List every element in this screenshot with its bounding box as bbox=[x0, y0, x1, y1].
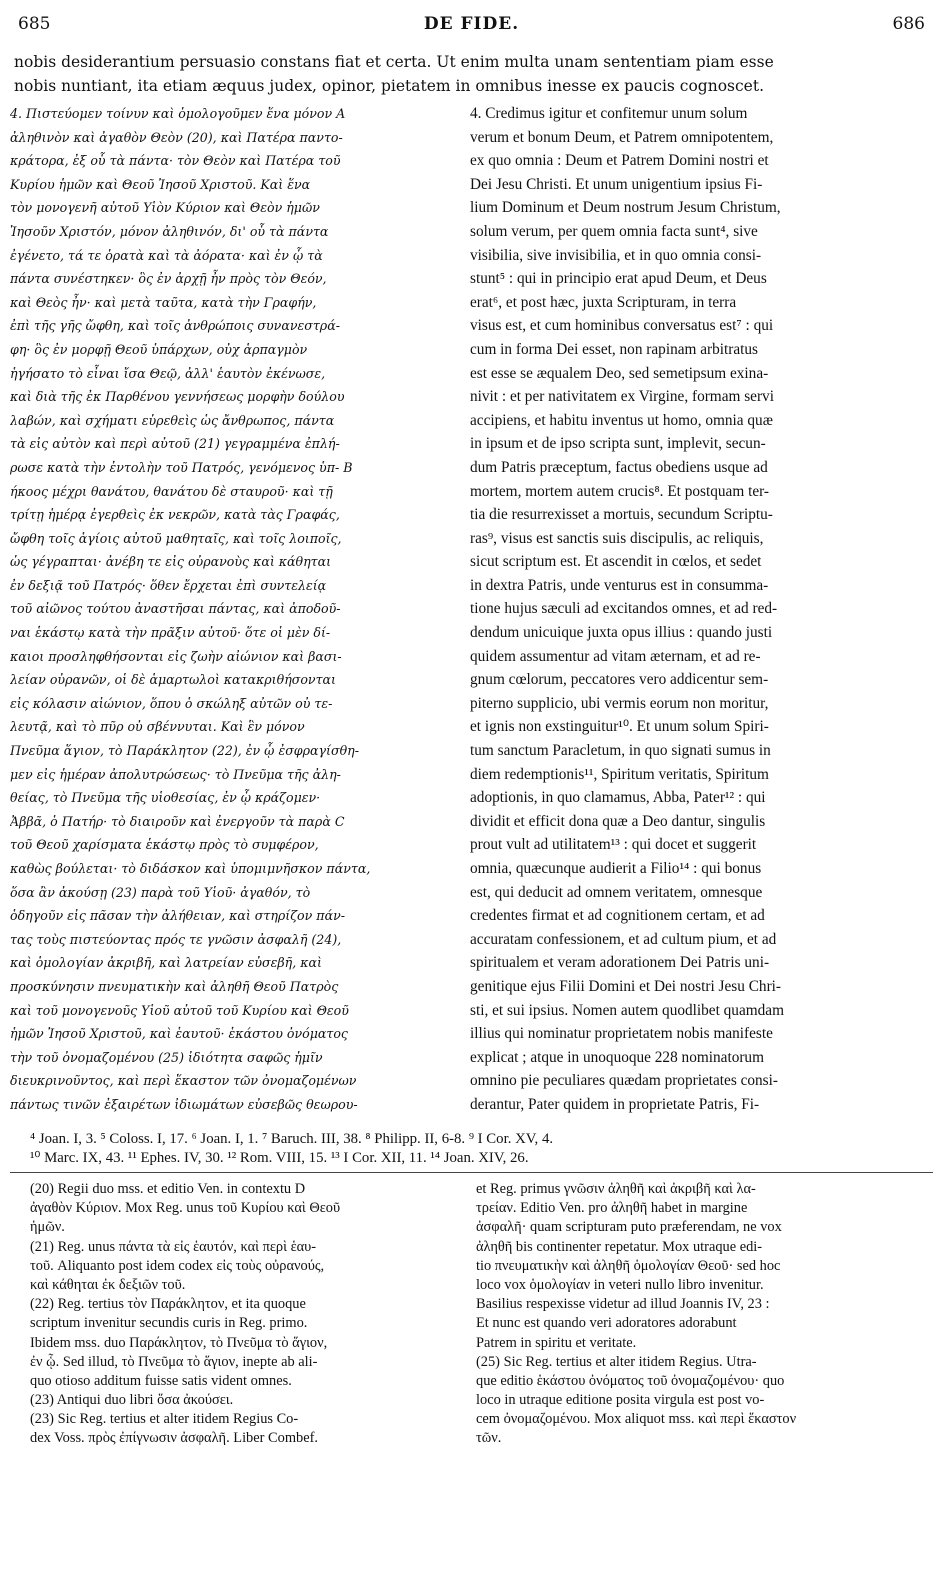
latin-line: gnum cœlorum, peccatores vero addicentur sem- bbox=[470, 671, 769, 689]
greek-line: ἡμῶν Ἰησοῦ Χριστοῦ, καὶ ἑαυτοῦ· ἑκάστου ὀνόματος bbox=[10, 1026, 348, 1042]
latin-line: piterno supplicio, ubi vermis eorum non moritur, bbox=[470, 694, 769, 712]
latin-line: sicut scriptum est. Et ascendit in cœlos, et sedet bbox=[470, 553, 762, 571]
latin-line: ras⁹, visus est sanctis suis discipulis, ac reliquis, bbox=[470, 529, 764, 547]
latin-line: Dei Jesu Christi. Et unum unigentium ipsius Fi- bbox=[470, 175, 763, 193]
note-line: Ibidem mss. duo Παράκλητον, τὸ Πνεῦμα τὸ ἅγιον, bbox=[30, 1334, 328, 1351]
note-line: Et nunc est quando veri adoratores adorabunt bbox=[476, 1315, 737, 1332]
left-page-number: 685 bbox=[18, 14, 51, 34]
latin-line: in dextra Patris, unde venturus est in consumma- bbox=[470, 576, 769, 594]
note-line: (23) Antiqui duo libri ὅσα ἀκούσει. bbox=[30, 1392, 234, 1409]
greek-line: Ἰησοῦν Χριστόν, μόνον ἀληθινόν, δι' οὗ τὰ πάντα bbox=[10, 223, 329, 239]
latin-line: adoptionis, in quo clamamus, Abba, Pater¹² : qui bbox=[470, 789, 766, 807]
note-line: scriptum invenitur secundis curis in Reg. primo. bbox=[30, 1315, 308, 1332]
latin-line: omnino pie peculiares quædam proprietates consi- bbox=[470, 1072, 778, 1090]
latin-line: genitique ejus Filii Domini et Dei nostri Jesu Chri- bbox=[470, 977, 782, 995]
greek-line: τας τοὺς πιστεύοντας πρός τε γνῶσιν ἀσφαλῆ (24), bbox=[10, 931, 342, 947]
notes-right-column bbox=[476, 1180, 923, 1449]
latin-line: est esse se æqualem Deo, sed semetipsum exina- bbox=[470, 364, 769, 382]
note-line: et Reg. primus γνῶσιν ἀληθῆ καὶ ἀκριβῆ καὶ λα- bbox=[476, 1181, 756, 1197]
note-line: Patrem in spiritu et veritate. bbox=[476, 1334, 637, 1351]
intro-paragraph bbox=[14, 52, 929, 97]
greek-line: εἰς κόλασιν αἰώνιον, ὅπου ὁ σκώληξ αὐτῶν οὐ τε- bbox=[10, 695, 333, 711]
note-line: loco vox ὁμολογίαν in veteri nullo libro invenitur. bbox=[476, 1276, 764, 1293]
latin-line: solum verum, per quem omnia facta sunt⁴, sive bbox=[470, 222, 758, 240]
greek-line: ναι ἑκάστῳ κατὰ τὴν πρᾶξιν αὐτοῦ· ὅτε οἱ μὲν δί- bbox=[10, 625, 331, 641]
reference-line: ⁴ Joan. I, 3. ⁵ Coloss. I, 17. ⁶ Joan. I, 1. ⁷ Baruch. III, 38. ⁸ Philipp. II, 6-8. ⁹ I Cor. XV, 4. bbox=[30, 1131, 554, 1147]
latin-line: sti, et sui ipsius. Nomen autem quodlibet quamdam bbox=[470, 1001, 784, 1019]
latin-line: visus est, et cum hominibus conversatus est⁷ : qui bbox=[470, 317, 774, 335]
note-line: que editio ἑκάστου ὀνόματος τοῦ ὀνομαζομένου· quo bbox=[476, 1372, 785, 1389]
greek-line: μεν εἰς ἡμέραν ἀπολυτρώσεως· τὸ Πνεῦμα τῆς ἀλη- bbox=[10, 766, 341, 782]
greek-line: πάντως τινῶν ἐξαιρέτων ἰδιωμάτων εὐσεβῶς θεωρου- bbox=[10, 1096, 358, 1112]
footnote-divider bbox=[10, 1172, 933, 1173]
greek-line: κράτορα, ἐξ οὗ τὰ πάντα· τὸν Θεὸν καὶ Πατέρα τοῦ bbox=[10, 153, 341, 169]
note-line: τῶν. bbox=[476, 1430, 502, 1447]
greek-column bbox=[10, 102, 458, 1117]
note-line: ἀσφαλῆ· quam scripturam puto præferendam, ne vox bbox=[476, 1219, 782, 1236]
latin-line: mortem, mortem autem crucis⁸. Et postquam ter- bbox=[470, 482, 769, 500]
note-line: ἀγαθὸν Κύριον. Mox Reg. unus τοῦ Κυρίου καὶ Θεοῦ bbox=[30, 1200, 341, 1217]
note-line: καὶ κάθηται ἐκ δεξιῶν τοῦ. bbox=[30, 1276, 186, 1293]
greek-line: καιοι προσληφθήσονται εἰς ζωὴν αἰώνιον καὶ βασι- bbox=[10, 648, 342, 664]
note-line: (21) Reg. unus πάντα τὰ εἰς ἑαυτόν, καὶ περὶ ἑαυ- bbox=[30, 1238, 317, 1255]
greek-line: καὶ διὰ τῆς ἐκ Παρθένου γεννήσεως μορφὴν δούλου bbox=[10, 389, 345, 405]
notes-left-column bbox=[30, 1180, 462, 1449]
note-line: (20) Regii duo mss. et editio Ven. in contextu D bbox=[30, 1181, 306, 1197]
latin-line: nivit : et per nativitatem ex Virgine, formam servi bbox=[470, 388, 774, 406]
greek-line: 4. Πιστεύομεν τοίνυν καὶ ὁμολογοῦμεν ἕνα μόνον A bbox=[10, 106, 346, 121]
greek-line: τὴν τοῦ ὀνομαζομένου (25) ἰδιότητα σαφῶς ἡμῖν bbox=[10, 1049, 323, 1065]
greek-line: καθὼς βούλεται· τὸ διδάσκον καὶ ὑπομιμνῆσκον πάντα, bbox=[10, 861, 371, 876]
latin-line: ex quo omnia : Deum et Patrem Domini nostri et bbox=[470, 152, 769, 170]
latin-line: est, qui deducit ad omnem veritatem, omnesque bbox=[470, 883, 763, 901]
greek-line: καὶ τοῦ μονογενοῦς Υἱοῦ αὐτοῦ τοῦ Κυρίου καὶ Θεοῦ bbox=[10, 1002, 349, 1018]
note-line: tio πνευματικὴν καὶ ἀληθῆ ὁμολογίαν Θεοῦ· sed hoc bbox=[476, 1257, 781, 1274]
latin-line: stunt⁵ : qui in principio erat apud Deum, et Deus bbox=[470, 270, 767, 288]
latin-line: accipiens, et habitu inventus ut homo, omnia quæ bbox=[470, 411, 773, 429]
note-line: dex Voss. πρὸς ἐπίγνωσιν ἀσφαλῆ. Liber Combef. bbox=[30, 1430, 318, 1447]
greek-line: ἐν δεξιᾷ τοῦ Πατρός· ὅθεν ἔρχεται ἐπὶ συντελείᾳ bbox=[10, 577, 327, 593]
latin-line: visibilia, sive invisibilia, et in quo omnia consi- bbox=[470, 246, 762, 264]
latin-line: spiritualem et veram adorationem Dei Patris uni- bbox=[470, 954, 770, 972]
right-page-number: 686 bbox=[892, 14, 925, 34]
note-line: ἀληθῆ bis continenter repetatur. Mox utraque edi- bbox=[476, 1238, 763, 1255]
greek-line: τὸν μονογενῆ αὐτοῦ Υἱὸν Κύριον καὶ Θεὸν ἡμῶν bbox=[10, 200, 320, 216]
greek-line: ἡγήσατο τὸ εἶναι ἴσα Θεῷ, ἀλλ' ἑαυτὸν ἐκένωσε, bbox=[10, 365, 326, 381]
latin-line: dendum unicuique juxta opus illius : quando justi bbox=[470, 624, 773, 642]
greek-line: Πνεῦμα ἅγιον, τὸ Παράκλητον (22), ἐν ᾧ ἐσφραγίσθη- bbox=[10, 743, 359, 759]
note-line: ἡμῶν. bbox=[30, 1219, 65, 1236]
running-title: DE FIDE. bbox=[423, 14, 520, 34]
latin-line: prout vult ad utilitatem¹³ : qui docet et suggerit bbox=[470, 836, 757, 854]
greek-line: φη· ὃς ἐν μορφῇ Θεοῦ ὑπάρχων, οὐχ ἁρπαγμὸν bbox=[10, 341, 308, 357]
note-line: (22) Reg. tertius τὸν Παράκλητον, et ita quoque bbox=[30, 1296, 306, 1313]
greek-line: τὰ εἰς αὐτὸν καὶ περὶ αὐτοῦ (21) γεγραμμένα ἐπλή- bbox=[10, 436, 340, 452]
greek-line: τρίτῃ ἡμέρᾳ ἐγερθεὶς ἐκ νεκρῶν, κατὰ τὰς Γραφάς, bbox=[10, 507, 340, 523]
greek-line: καὶ Θεὸς ἦν· καὶ μετὰ ταῦτα, κατὰ τὴν Γραφήν, bbox=[10, 294, 317, 310]
note-line: (25) Sic Reg. tertius et alter itidem Regius. Utra- bbox=[476, 1353, 757, 1370]
greek-line: Κυρίου ἡμῶν καὶ Θεοῦ Ἰησοῦ Χριστοῦ. Καὶ ἕνα bbox=[10, 176, 311, 192]
greek-line: ὁδηγοῦν εἰς πᾶσαν τὴν ἀλήθειαν, καὶ στηρίζον πάν- bbox=[10, 908, 345, 924]
greek-line: ήκοος μέχρι θανάτου, θανάτου δὲ σταυροῦ· καὶ τῇ bbox=[10, 483, 333, 499]
intro-line: nobis desiderantium persuasio constans fiat et certa. Ut enim multa unam sententiam piam esse bbox=[14, 53, 774, 71]
greek-line: τοῦ Θεοῦ χαρίσματα ἑκάστῳ πρὸς τὸ συμφέρον, bbox=[10, 837, 319, 853]
greek-line: ὤφθη τοῖς ἁγίοις αὐτοῦ μαθηταῖς, καὶ τοῖς λοιποῖς, bbox=[10, 530, 342, 546]
greek-line: τοῦ αἰῶνος τούτου ἀναστῆσαι πάντας, καὶ ἀποδοῦ- bbox=[10, 601, 341, 617]
greek-line: ρωσε κατὰ τὴν ἐντολὴν τοῦ Πατρός, γενόμενος ὑπ- B bbox=[10, 459, 353, 475]
intro-line: nobis nuntiant, ita etiam æquus judex, opinor, pietatem in omnibus inesse ex paucis cognoscet. bbox=[14, 76, 765, 95]
latin-line: tia die resurrexisset a mortuis, secundum Scriptu- bbox=[470, 506, 773, 524]
greek-line: πάντα συνέστηκεν· ὃς ἐν ἀρχῇ ἦν πρὸς τὸν Θεόν, bbox=[10, 271, 327, 287]
latin-line: et ignis non exstinguitur¹⁰. Et unum solum Spiri- bbox=[470, 718, 769, 736]
latin-line: quidem assumentur ad vitam æternam, et ad re- bbox=[470, 647, 761, 665]
greek-line: ἐγένετο, τά τε ὁρατὰ καὶ τὰ ἀόρατα· καὶ ἐν ᾧ τὰ bbox=[10, 247, 323, 263]
note-line: loco in utraque editione posita virgula est post vo- bbox=[476, 1392, 765, 1409]
greek-line: ὅσα ἂν ἀκούσῃ (23) παρὰ τοῦ Υἱοῦ· ἀγαθόν, τὸ bbox=[10, 884, 311, 900]
latin-line: derantur, Pater quidem in proprietate Patris, Fi- bbox=[470, 1095, 760, 1113]
latin-line: verum et bonum Deum, et Patrem omnipotentem, bbox=[470, 128, 774, 146]
note-line: ἐν ᾧ. Sed illud, τὸ Πνεῦμα τὸ ἅγιον, inepte ab ali- bbox=[30, 1353, 318, 1370]
latin-line: omnia, quæcunque audierit a Filio¹⁴ : qui bonus bbox=[470, 860, 762, 877]
latin-line: illius qui nominatur proprietatem nobis manifeste bbox=[470, 1025, 773, 1043]
reference-line: ¹⁰ Marc. IX, 43. ¹¹ Ephes. IV, 30. ¹² Rom. VIII, 15. ¹³ I Cor. XII, 11. ¹⁴ Joan. XIV, 26. bbox=[30, 1150, 529, 1167]
note-line: Basilius respexisse videtur ad illud Joannis IV, 23 : bbox=[476, 1296, 770, 1313]
latin-line: lium Dominum et Deum nostrum Jesum Christum, bbox=[470, 199, 781, 217]
latin-line: credentes firmat et ad cognitionem certam, et ad bbox=[470, 907, 765, 925]
latin-column bbox=[470, 102, 933, 1117]
latin-line: tum sanctum Paracletum, in quo signati sumus in bbox=[470, 742, 771, 760]
greek-line: ἐπὶ τῆς γῆς ὤφθη, καὶ τοῖς ἀνθρώποις συνανεστρά- bbox=[10, 318, 340, 334]
greek-line: λαβών, καὶ σχήματι εὑρεθεὶς ὡς ἄνθρωπος, πάντα bbox=[10, 412, 335, 428]
latin-line: 4. Credimus igitur et confitemur unum solum bbox=[470, 105, 748, 122]
greek-line: Ἀββᾶ, ὁ Πατήρ· τὸ διαιροῦν καὶ ἐνεργοῦν τὰ παρὰ C bbox=[10, 813, 345, 829]
greek-line: προσκύνησιν πνευματικὴν καὶ ἀληθῆ Θεοῦ Πατρὸς bbox=[10, 978, 339, 994]
latin-line: dividit et efficit dona quæ a Deo dantur, singulis bbox=[470, 812, 766, 830]
latin-line: erat⁶, et post hæc, juxta Scripturam, in terra bbox=[470, 293, 737, 311]
scripture-references bbox=[30, 1130, 920, 1168]
greek-line: λείαν οὐρανῶν, οἱ δὲ ἁμαρτωλοὶ κατακριθήσονται bbox=[10, 672, 336, 688]
greek-line: ὡς γέγραπται· ἀνέβη τε εἰς οὐρανοὺς καὶ κάθηται bbox=[10, 554, 332, 570]
latin-line: dum Patris præceptum, factus obediens usque ad bbox=[470, 458, 768, 476]
latin-line: explicat ; atque in unoquoque 228 nominatorum bbox=[470, 1048, 764, 1066]
greek-line: ἀληθινὸν καὶ ἀγαθὸν Θεὸν (20), καὶ Πατέρα παντο- bbox=[10, 129, 343, 145]
latin-line: accuratam confessionem, et ad cultum pium, et ad bbox=[470, 930, 777, 948]
latin-line: cum in forma Dei esset, non rapinam arbitratus bbox=[470, 340, 759, 358]
latin-line: tione hujus sæculi ad excitandos omnes, et ad red- bbox=[470, 600, 778, 618]
greek-line: λευτᾷ, καὶ τὸ πῦρ οὐ σβέννυται. Καὶ ἓν μόνον bbox=[10, 719, 305, 735]
note-line: (23) Sic Reg. tertius et alter itidem Regius Co- bbox=[30, 1411, 299, 1428]
latin-line: diem redemptionis¹¹, Spiritum veritatis, Spiritum bbox=[470, 765, 769, 783]
greek-line: καὶ ὁμολογίαν ἀκριβῆ, καὶ λατρείαν εὐσεβῆ, καὶ bbox=[10, 955, 322, 971]
greek-line: διευκρινοῦντος, καὶ περὶ ἕκαστον τῶν ὀνομαζομένων bbox=[10, 1073, 357, 1089]
page-header bbox=[18, 14, 925, 38]
greek-line: θείας, τὸ Πνεῦμα τῆς υἱοθεσίας, ἐν ᾧ κράζομεν· bbox=[10, 790, 321, 806]
note-line: τρείαν. Editio Ven. pro ἀληθῆ habet in margine bbox=[476, 1200, 748, 1217]
note-line: τοῦ. Aliquanto post idem codex εἰς τοὺς οὐρανούς, bbox=[30, 1257, 325, 1274]
note-line: cem ὀνομαζομένου. Mox aliquot mss. καὶ περὶ ἕκαστον bbox=[476, 1411, 797, 1428]
note-line: quo otioso additum fuisse satis vident omnes. bbox=[30, 1372, 292, 1389]
latin-line: in ipsum et de ipso scripta sunt, implevit, secun- bbox=[470, 435, 766, 453]
